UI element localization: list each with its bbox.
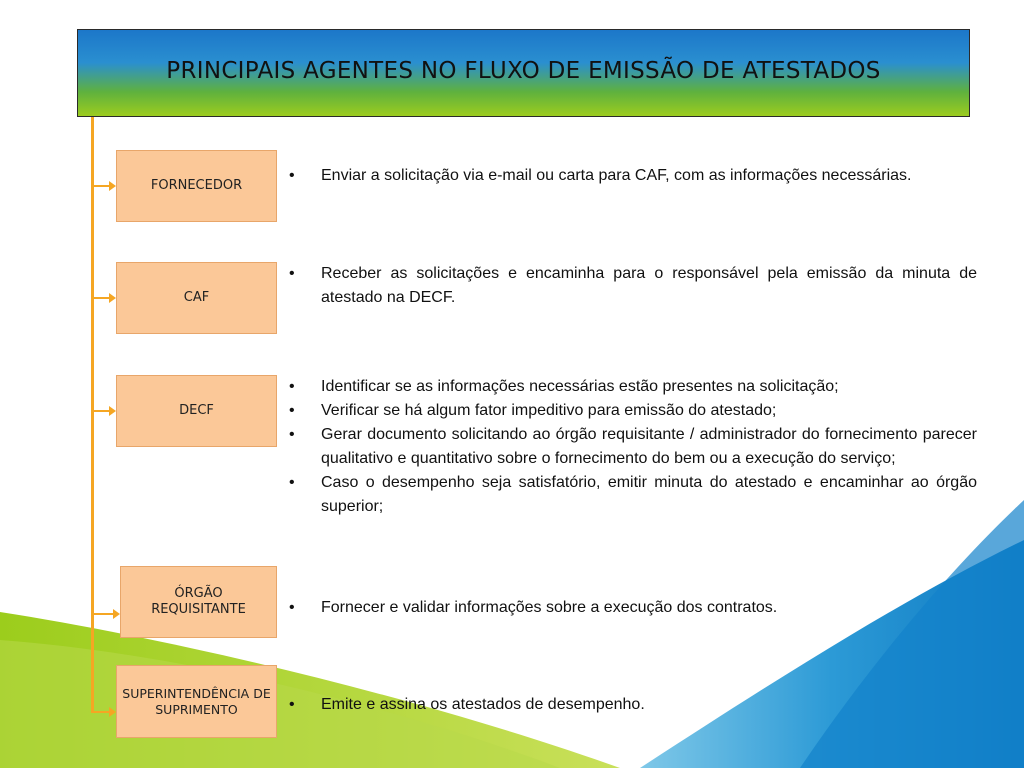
agent-box-decf	[116, 375, 277, 447]
title-banner	[77, 29, 970, 117]
superintendencia-tasks	[286, 693, 977, 717]
list-item: • Caso o desempenho seja satisfatório, emitir minuta do atestado e encaminhar ao órgão superior;	[286, 471, 977, 519]
connector-arrow	[93, 613, 114, 615]
connector-arrow	[93, 711, 110, 713]
caf-tasks	[286, 262, 977, 310]
list-item: • Emite e assina os atestados de desempenho.	[286, 693, 977, 717]
list-item: • Verificar se há algum fator impeditivo para emissão do atestado;	[286, 399, 977, 423]
agent-box-orgao-requisitante	[120, 566, 277, 638]
agent-label: SUPERINTENDÊNCIA DE SUPRIMENTO	[122, 685, 271, 717]
fornecedor-tasks	[286, 164, 977, 188]
connector-arrow	[93, 297, 110, 299]
list-item: • Enviar a solicitação via e-mail ou carta para CAF, com as informações necessárias.	[286, 164, 977, 188]
agent-box-fornecedor	[116, 150, 277, 222]
agent-box-superintendencia	[116, 665, 277, 738]
list-item: • Fornecer e validar informações sobre a execução dos contratos.	[286, 596, 977, 620]
orgao-requisitante-tasks	[286, 596, 977, 620]
agent-label: CAF	[183, 290, 210, 305]
list-item: • Receber as solicitações e encaminha para o responsável pela emissão da minuta de atestado na DECF.	[286, 262, 977, 310]
list-item: • Identificar se as informações necessárias estão presentes na solicitação;	[286, 375, 977, 399]
agent-label: FORNECEDOR	[150, 178, 243, 193]
connector-arrow	[93, 410, 110, 412]
agent-label: DECF	[179, 403, 214, 418]
flow-connector-line	[91, 117, 94, 713]
list-item: • Gerar documento solicitando ao órgão requisitante / administrador do fornecimento parecer qualitativo e quantitativo sobre o fornecimento do bem ou a execução do serviço;	[286, 423, 977, 471]
decf-tasks	[286, 375, 977, 519]
agent-box-caf	[116, 262, 277, 334]
page-title: PRINCIPAIS AGENTES NO FLUXO DE EMISSÃO DE ATESTADOS	[166, 58, 881, 84]
agent-label: ÓRGÃO REQUISITANTE	[151, 586, 246, 617]
connector-arrow	[93, 185, 110, 187]
